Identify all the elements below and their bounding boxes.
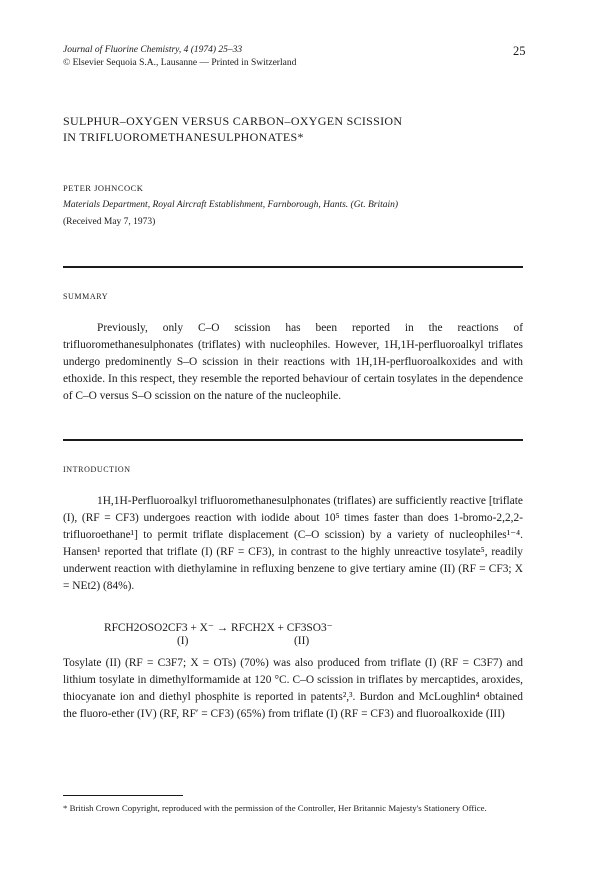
journal-citation: Journal of Fluorine Chemistry, 4 (1974) 25–33 [63, 45, 243, 55]
divider-top [63, 266, 523, 268]
received-date: (Received May 7, 1973) [63, 217, 156, 227]
divider-bottom [63, 439, 523, 441]
author-name: PETER JOHNCOCK [63, 183, 144, 193]
article-title-line-2: IN TRIFLUOROMETHANESULPHONATES* [63, 130, 304, 144]
author-affiliation: Materials Department, Royal Aircraft Establishment, Farnborough, Hants. (Gt. Britain) [63, 200, 399, 210]
summary-text: Previously, only C–O scission has been reported in the reactions of trifluoromethanesulphonates (triflates) with nucleophiles. However, 1H,1H-perfluoroalkyl triflates undergo predominently S–O scission in their reactions with 1H,1H-perfluoroalkoxides and with ethoxide. In this respect, they resemble the reported behaviour of certain tosylates in the dependence of C–O versus S–O scission on the nature of the nucleophile. [63, 322, 523, 402]
reaction-equation: RFCH2OSO2CF3 + X⁻ → RFCH2X + CF3SO3⁻ [104, 622, 333, 634]
footnote: * British Crown Copyright, reproduced with the permission of the Controller, Her Britannic Majesty's Stationery Office. [63, 803, 487, 813]
publisher-line: © Elsevier Sequoia S.A., Lausanne — Printed in Switzerland [63, 58, 297, 68]
footnote-rule [63, 795, 183, 796]
introduction-paragraph-2: Tosylate (II) (RF = C3F7; X = OTs) (70%) was also produced from triflate (I) (RF = C3F7) and lithium tosylate in dimethylformamide at 120 °C. C–O scission in triflates by mercaptides, aroxides, thiocyanate ion and diethyl phosphite is reported in patents²,³. Burdon and McLoughlin⁴ obtained the fluoro-ether (IV) (RF, RF′ = CF3) (65%) from triflate (I) (RF = CF3) and fluoroalkoxide (III) [63, 657, 523, 720]
equation-label-ii: (II) [294, 635, 310, 647]
equation-label-i: (I) [177, 635, 189, 647]
introduction-paragraph-1: 1H,1H-Perfluoroalkyl trifluoromethanesulphonates (triflates) are sufficiently reactive [triflate (I), (RF = CF3) undergoes reaction with iodide about 10⁵ times faster than does 1-bromo-2,2,2-trifluoroethane¹] to permit triflate displacement (C–O scission) by a variety of nucleophiles¹⁻⁴. Hansen¹ reported that triflate (I) (RF = CF3), in contrast to the highly unreactive tosylate⁵, readily underwent reaction with diethylamine in refluxing benzene to give tertiary amine (II) (RF = CF3; X = NEt2) (84%). [63, 495, 523, 592]
introduction-heading: INTRODUCTION [63, 465, 131, 474]
page-number: 25 [513, 44, 526, 58]
summary-heading: SUMMARY [63, 292, 109, 301]
article-title-line-1: SULPHUR–OXYGEN VERSUS CARBON–OXYGEN SCISSION [63, 114, 403, 128]
